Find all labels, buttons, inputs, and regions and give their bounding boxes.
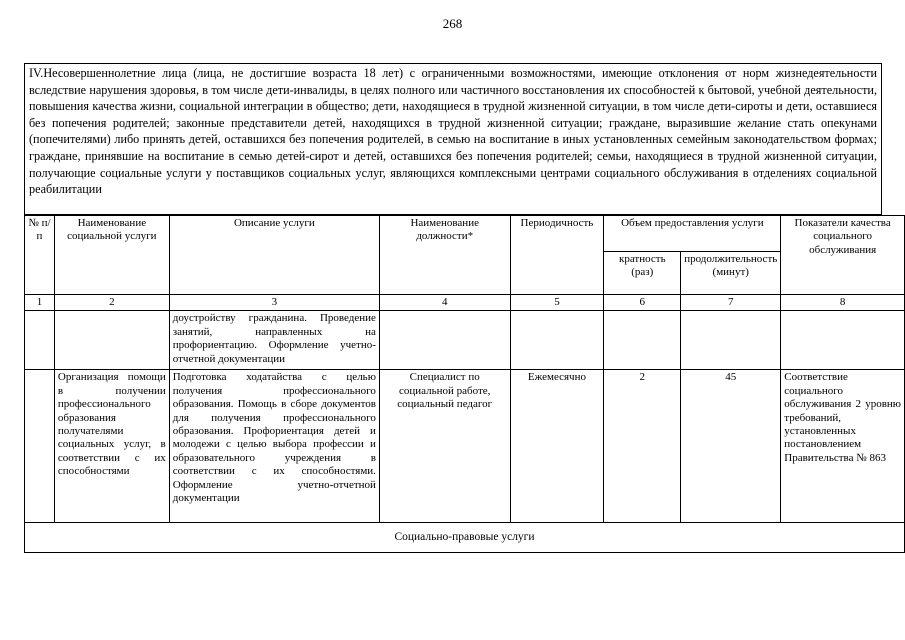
services-table bbox=[24, 215, 905, 553]
column-number: 3 bbox=[169, 295, 379, 311]
column-number: 1 bbox=[25, 295, 55, 311]
row-num bbox=[25, 370, 55, 523]
column-number: 6 bbox=[604, 295, 681, 311]
header-multiplicity: кратность (раз) bbox=[604, 252, 681, 295]
section-title: Социально-правовые услуги bbox=[25, 523, 905, 553]
header-description: Описание услуги bbox=[169, 216, 379, 295]
header-position: Наименование должности* bbox=[379, 216, 510, 295]
column-number: 2 bbox=[54, 295, 169, 311]
table-row bbox=[25, 311, 905, 370]
row-multiplicity bbox=[604, 311, 681, 370]
section-row bbox=[25, 523, 905, 553]
row-name: Организация помощи в получении профессионального образования получателями социальных услуг, в соответствии с их способностями bbox=[54, 370, 169, 523]
row-multiplicity: 2 bbox=[604, 370, 681, 523]
row-quality: Соответствие социального обслуживания 2 уровню требований, установленных постановлением Правительства № 863 bbox=[781, 370, 905, 523]
row-quality bbox=[781, 311, 905, 370]
header-quality: Показатели качества социального обслуживания bbox=[781, 216, 905, 295]
row-periodicity bbox=[510, 311, 604, 370]
header-periodicity: Периодичность bbox=[510, 216, 604, 295]
column-number: 8 bbox=[781, 295, 905, 311]
column-number-row bbox=[25, 295, 905, 311]
header-num: № п/п bbox=[25, 216, 55, 295]
header-duration: продолжительность (минут) bbox=[681, 252, 781, 295]
header-name: Наименование социальной услуги bbox=[54, 216, 169, 295]
header-row bbox=[25, 216, 905, 252]
row-name bbox=[54, 311, 169, 370]
row-num bbox=[25, 311, 55, 370]
column-number: 5 bbox=[510, 295, 604, 311]
row-periodicity: Ежемесячно bbox=[510, 370, 604, 523]
row-position: Специалист по социальной работе, социальный педагог bbox=[379, 370, 510, 523]
row-duration bbox=[681, 311, 781, 370]
column-number: 4 bbox=[379, 295, 510, 311]
row-position bbox=[379, 311, 510, 370]
row-description: доустройству гражданина. Проведение занятий, направленных на профориентацию. Оформление учетно-отчетной документации bbox=[169, 311, 379, 370]
row-description: Подготовка ходатайства с целью получения профессионального образования. Помощь в сборе документов для получения профессионального образования. Профориентация детей и молодежи с целью выбора профессии и образовательного учреждения в соответствии с их способностями. Оформление учетно-отчетной документации bbox=[169, 370, 379, 523]
header-volume: Объем предоставления услуги bbox=[604, 216, 781, 252]
page-number: 268 bbox=[442, 16, 463, 31]
section-header-text: IV.Несовершеннолетние лица (лица, не достигшие возраста 18 лет) с ограниченными возможностями, имеющие отклонения от норм жизнедеятельности вследствие нарушения здоровья, в том числе дети-инвалиды, в целях полного или частичного восстановления их способностей к бытовой, учебной деятельности, повышения качества жизни, социальной интеграции в общество; дети, находящиеся в трудной жизненной ситуации, в том числе дети-сироты и дети, оставшиеся без попечения родителей; законные представители детей, находящихся в трудной жизненной ситуации; граждане, выразившие желание стать опекунами (попечителями) либо принять детей, оставшихся без попечения родителей, в семью на воспитание в иных установленных семейным законодательством формах; граждане, принявшие на воспитание в семью детей-сирот и детей, оставшихся без попечения родителей; семьи, находящиеся в трудной жизненной ситуации, получающие социальные услуги у поставщиков социальных услуг, являющихся комплексными центрами социального обслуживания в отделениях социальной реабилитации bbox=[24, 63, 882, 215]
table-row bbox=[25, 370, 905, 523]
row-duration: 45 bbox=[681, 370, 781, 523]
column-number: 7 bbox=[681, 295, 781, 311]
